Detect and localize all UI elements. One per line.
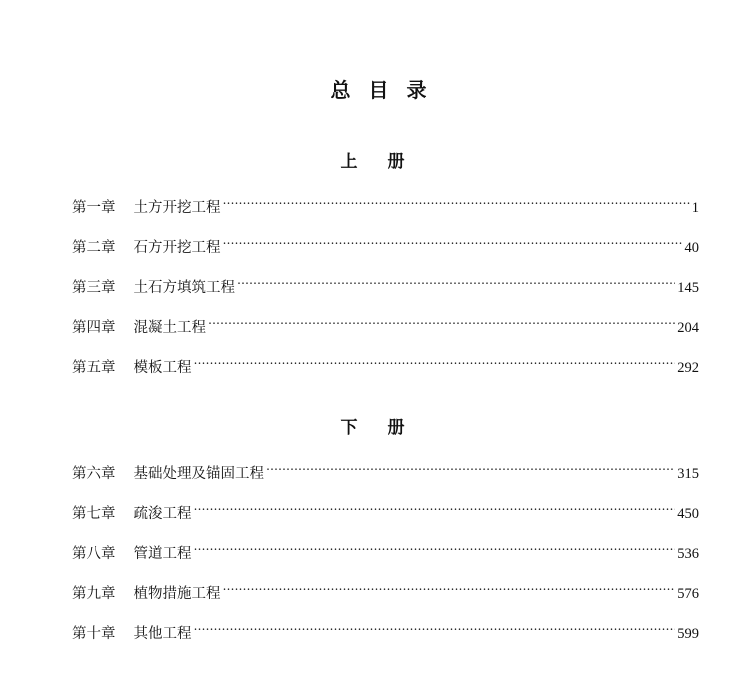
toc-entry[interactable]	[72, 534, 699, 574]
chapter-title: 土石方填筑工程	[133, 280, 235, 296]
volume-heading-lower: 下册	[340, 418, 435, 438]
toc-entry[interactable]	[72, 348, 699, 388]
toc-entry[interactable]	[72, 494, 699, 534]
page-number: 1	[691, 200, 699, 216]
toc-entry[interactable]	[72, 228, 699, 268]
dot-leader	[223, 228, 683, 252]
page-number: 576	[677, 586, 699, 602]
page-number: 536	[677, 546, 699, 562]
dot-leader	[194, 494, 676, 518]
dot-leader	[208, 308, 675, 332]
chapter-number: 第七章	[72, 506, 116, 522]
toc-entry[interactable]	[72, 188, 699, 228]
chapter-number: 第六章	[72, 466, 116, 482]
toc-entry[interactable]	[72, 308, 699, 348]
chapter-number: 第九章	[72, 586, 116, 602]
toc-entry[interactable]	[72, 268, 699, 308]
chapter-number: 第二章	[72, 240, 116, 256]
chapter-number: 第一章	[72, 200, 116, 216]
page-number: 292	[677, 360, 699, 376]
dot-leader	[194, 534, 676, 558]
page-number: 204	[677, 320, 699, 336]
page-title: 总目录	[330, 78, 445, 102]
page-number: 599	[677, 626, 699, 642]
dot-leader	[266, 454, 675, 478]
volume-heading-upper: 上册	[340, 152, 435, 172]
page-number: 315	[677, 466, 699, 482]
dot-leader	[223, 188, 690, 212]
chapter-title: 模板工程	[133, 360, 192, 376]
page-number: 145	[677, 280, 699, 296]
chapter-number: 第四章	[72, 320, 116, 336]
toc-entry[interactable]	[72, 454, 699, 494]
chapter-title: 基础处理及锚固工程	[133, 466, 264, 482]
chapter-number: 第八章	[72, 546, 116, 562]
toc-list-lower	[72, 454, 699, 654]
chapter-number: 第三章	[72, 280, 116, 296]
chapter-title: 混凝土工程	[133, 320, 206, 336]
page-number: 40	[684, 240, 699, 256]
chapter-number: 第五章	[72, 360, 116, 376]
page-number: 450	[677, 506, 699, 522]
chapter-number: 第十章	[72, 626, 116, 642]
chapter-title: 疏浚工程	[133, 506, 192, 522]
toc-entry[interactable]	[72, 574, 699, 614]
chapter-title: 其他工程	[133, 626, 192, 642]
dot-leader	[223, 574, 676, 598]
dot-leader	[194, 614, 676, 638]
dot-leader	[194, 348, 676, 372]
dot-leader	[237, 268, 675, 292]
chapter-title: 石方开挖工程	[133, 240, 221, 256]
chapter-title: 管道工程	[133, 546, 192, 562]
chapter-title: 植物措施工程	[133, 586, 221, 602]
toc-list-upper	[72, 188, 699, 388]
chapter-title: 土方开挖工程	[133, 200, 221, 216]
toc-entry[interactable]	[72, 614, 699, 654]
